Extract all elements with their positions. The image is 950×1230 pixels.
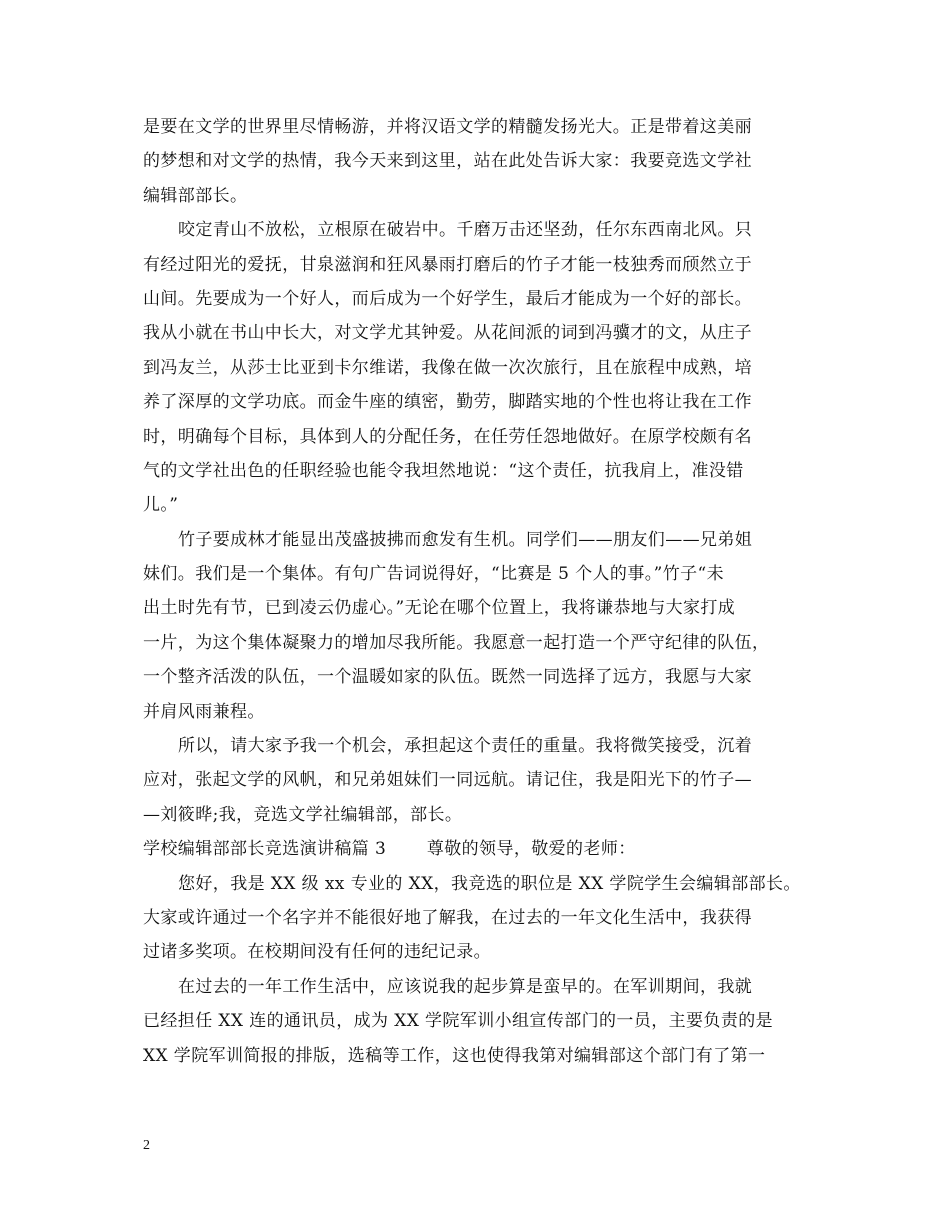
text-line: 应对，张起文学的风帆，和兄弟姐妹们一同远航。请记住，我是阳光下的竹子— bbox=[143, 770, 752, 791]
text-line: 气的文学社出色的任职经验也能令我坦然地说：“这个责任，抗我肩上，准没错 bbox=[143, 460, 744, 481]
text-line: 大家或许通过一个名字并不能很好地了解我，在过去的一年文化生活中，我获得 bbox=[143, 907, 752, 928]
text-line: 到冯友兰，从莎士比亚到卡尔维诺，我像在做一次次旅行，且在旅程中成熟，培 bbox=[143, 357, 752, 378]
text-line: 并肩风雨兼程。 bbox=[143, 701, 265, 722]
text-line: 我从小就在书山中长大，对文学尤其钟爱。从花间派的词到冯骥才的文，从庄子 bbox=[143, 323, 752, 344]
paragraph-first-line: 竹子要成林才能显出茂盛披拂而愈发有生机。同学们——朋友们——兄弟姐 bbox=[178, 529, 753, 550]
text-line: 编辑部部长。 bbox=[143, 185, 248, 206]
text-line: 是要在文学的世界里尽情畅游，并将汉语文学的精髓发扬光大。正是带着这美丽 bbox=[143, 117, 752, 137]
page-number: 2 bbox=[143, 1138, 150, 1153]
text-line: 时，明确每个目标，具体到人的分配任务，在任劳任怨地做好。在原学校颇有名 bbox=[143, 426, 752, 447]
document-body bbox=[143, 110, 813, 1073]
paragraph-first-line: 咬定青山不放松，立根原在破岩中。千磨万击还坚劲，任尔东西南北风。只 bbox=[178, 220, 753, 241]
text-line: 一个整齐活泼的队伍，一个温暖如家的队伍。既然一同选择了远方，我愿与大家 bbox=[143, 667, 752, 688]
section-heading-line: 学校编辑部部长竞选演讲稿篇 3 尊敬的领导，敬爱的老师： bbox=[143, 839, 636, 860]
text-line: 养了深厚的文学功底。而金牛座的缜密，勤劳，脚踏实地的个性也将让我在工作 bbox=[143, 392, 752, 413]
text-line: —刘筱晔;我，竞选文学社编辑部，部长。 bbox=[143, 804, 463, 825]
text-line: XX 学院军训简报的排版，选稿等工作，这也使得我第对编辑部这个部门有了第一 bbox=[143, 1045, 766, 1066]
paragraph-first-line: 所以，请大家予我一个机会，承担起这个责任的重量。我将微笑接受，沉着 bbox=[178, 736, 753, 757]
paragraph-first-line: 您好，我是 XX 级 xx 专业的 XX，我竞选的职位是 XX 学院学生会编辑部部长。 bbox=[178, 873, 801, 894]
text-line: 的梦想和对文学的热情，我今天来到这里，站在此处告诉大家：我要竞选文学社 bbox=[143, 151, 752, 172]
text-line: 山间。先要成为一个好人，而后成为一个好学生，最后才能成为一个好的部长。 bbox=[143, 288, 752, 309]
paragraph-first-line: 在过去的一年工作生活中，应该说我的起步算是蛮早的。在军训期间，我就 bbox=[178, 976, 753, 997]
text-line: 妹们。我们是一个集体。有句广告词说得好，“比赛是 5 个人的事。”竹子“未 bbox=[143, 564, 724, 585]
text-line: 一片，为这个集体凝聚力的增加尽我所能。我愿意一起打造一个严守纪律的队伍， bbox=[143, 632, 770, 653]
text-line: 已经担任 XX 连的通讯员，成为 XX 学院军训小组宣传部门的一员，主要负责的是 bbox=[143, 1011, 774, 1032]
text-line: 过诸多奖项。在校期间没有任何的违纪记录。 bbox=[143, 942, 491, 963]
text-line: 出土时先有节，已到凌云仍虚心。”无论在哪个位置上，我将谦恭地与大家打成 bbox=[143, 598, 736, 619]
text-line: 儿。” bbox=[143, 495, 179, 516]
text-line: 有经过阳光的爱抚，甘泉滋润和狂风暴雨打磨后的竹子才能一枝独秀而颀然立于 bbox=[143, 254, 752, 275]
